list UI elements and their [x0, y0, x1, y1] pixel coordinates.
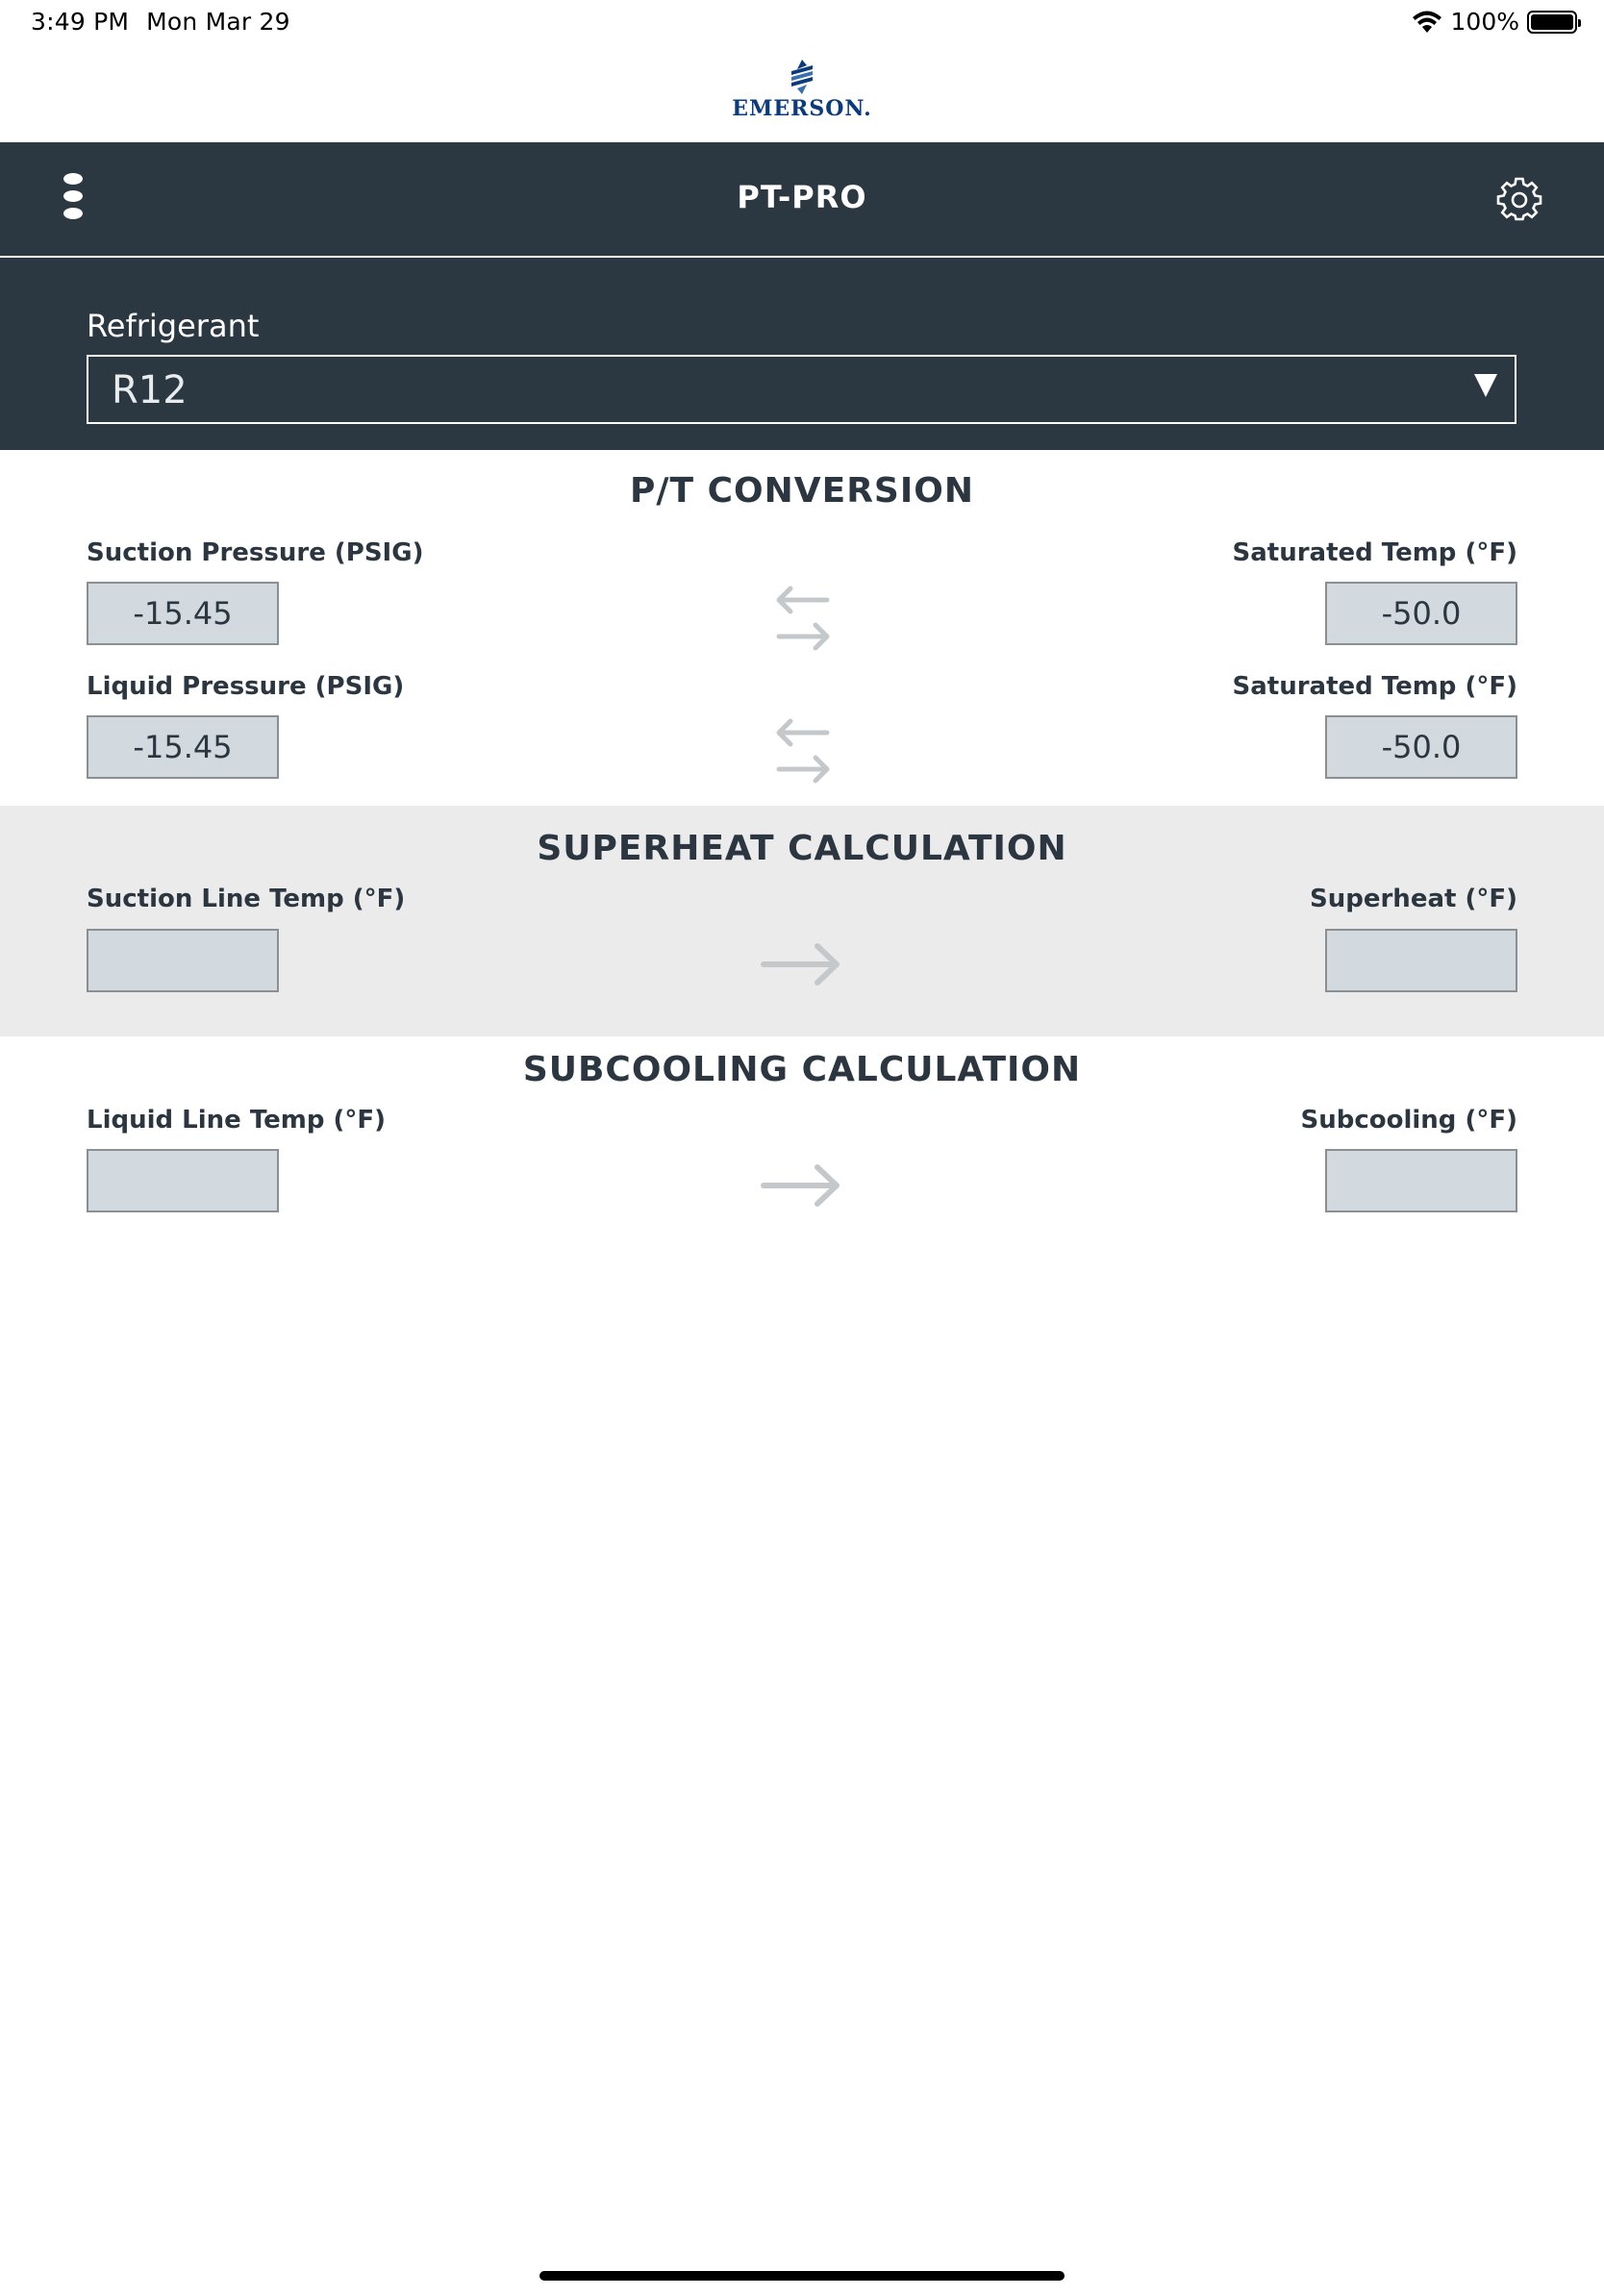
- liquid-pressure-label: Liquid Pressure (PSIG): [87, 672, 405, 701]
- emerson-emblem-icon: [788, 60, 816, 94]
- superheat-section: [0, 806, 1604, 1036]
- suction-saturated-temp-input[interactable]: -50.0: [1325, 582, 1517, 645]
- page-title: PT-PRO: [737, 179, 867, 215]
- suction-pressure-label: Suction Pressure (PSIG): [87, 538, 424, 567]
- suction-line-temp-input[interactable]: [87, 929, 279, 992]
- right-arrow-icon: [760, 1161, 842, 1210]
- subcooling-output[interactable]: [1325, 1149, 1517, 1212]
- refrigerant-panel: [0, 258, 1604, 450]
- subcooling-section: [0, 1036, 1604, 1248]
- bidirectional-arrows-icon: [769, 715, 837, 786]
- emerson-logo: [0, 60, 1604, 121]
- liquid-line-temp-input[interactable]: [87, 1149, 279, 1212]
- status-time: 3:49 PM: [31, 8, 130, 36]
- pt-conversion-section: [0, 450, 1604, 806]
- liquid-line-temp-label: Liquid Line Temp (°F): [87, 1106, 387, 1135]
- battery-icon: [1527, 11, 1577, 34]
- liquid-saturated-temp-input[interactable]: -50.0: [1325, 715, 1517, 779]
- battery-percent: 100%: [1450, 8, 1519, 36]
- dropdown-caret-icon: [1474, 374, 1497, 397]
- status-date: Mon Mar 29: [146, 8, 290, 36]
- subcooling-title: SUBCOOLING CALCULATION: [522, 1050, 1082, 1089]
- bidirectional-arrows-icon: [769, 583, 837, 654]
- wifi-icon: [1411, 10, 1443, 35]
- right-arrow-icon: [760, 940, 842, 988]
- liquid-saturated-temp-label: Saturated Temp (°F): [1232, 672, 1517, 701]
- superheat-title: SUPERHEAT CALCULATION: [537, 829, 1067, 868]
- pt-conversion-title: P/T CONVERSION: [629, 471, 974, 511]
- emerson-wordmark: EMERSON.: [732, 96, 872, 121]
- settings-gear-button[interactable]: [1496, 177, 1542, 223]
- suction-line-temp-label: Suction Line Temp (°F): [87, 885, 406, 913]
- battery-fill: [1531, 14, 1573, 30]
- refrigerant-dropdown[interactable]: [87, 355, 1516, 424]
- liquid-pressure-input[interactable]: -15.45: [87, 715, 279, 779]
- home-indicator[interactable]: [539, 2271, 1065, 2281]
- status-bar: [0, 0, 1604, 46]
- refrigerant-selected-value: R12: [112, 368, 188, 412]
- navigation-bar: [0, 142, 1604, 258]
- superheat-label: Superheat (°F): [1310, 885, 1517, 913]
- status-indicators: [1411, 8, 1577, 36]
- subcooling-label: Subcooling (°F): [1300, 1106, 1517, 1135]
- suction-saturated-temp-label: Saturated Temp (°F): [1232, 538, 1517, 567]
- refrigerant-label: Refrigerant: [87, 308, 260, 344]
- superheat-output[interactable]: [1325, 929, 1517, 992]
- suction-pressure-input[interactable]: -15.45: [87, 582, 279, 645]
- status-time-date: [31, 8, 290, 36]
